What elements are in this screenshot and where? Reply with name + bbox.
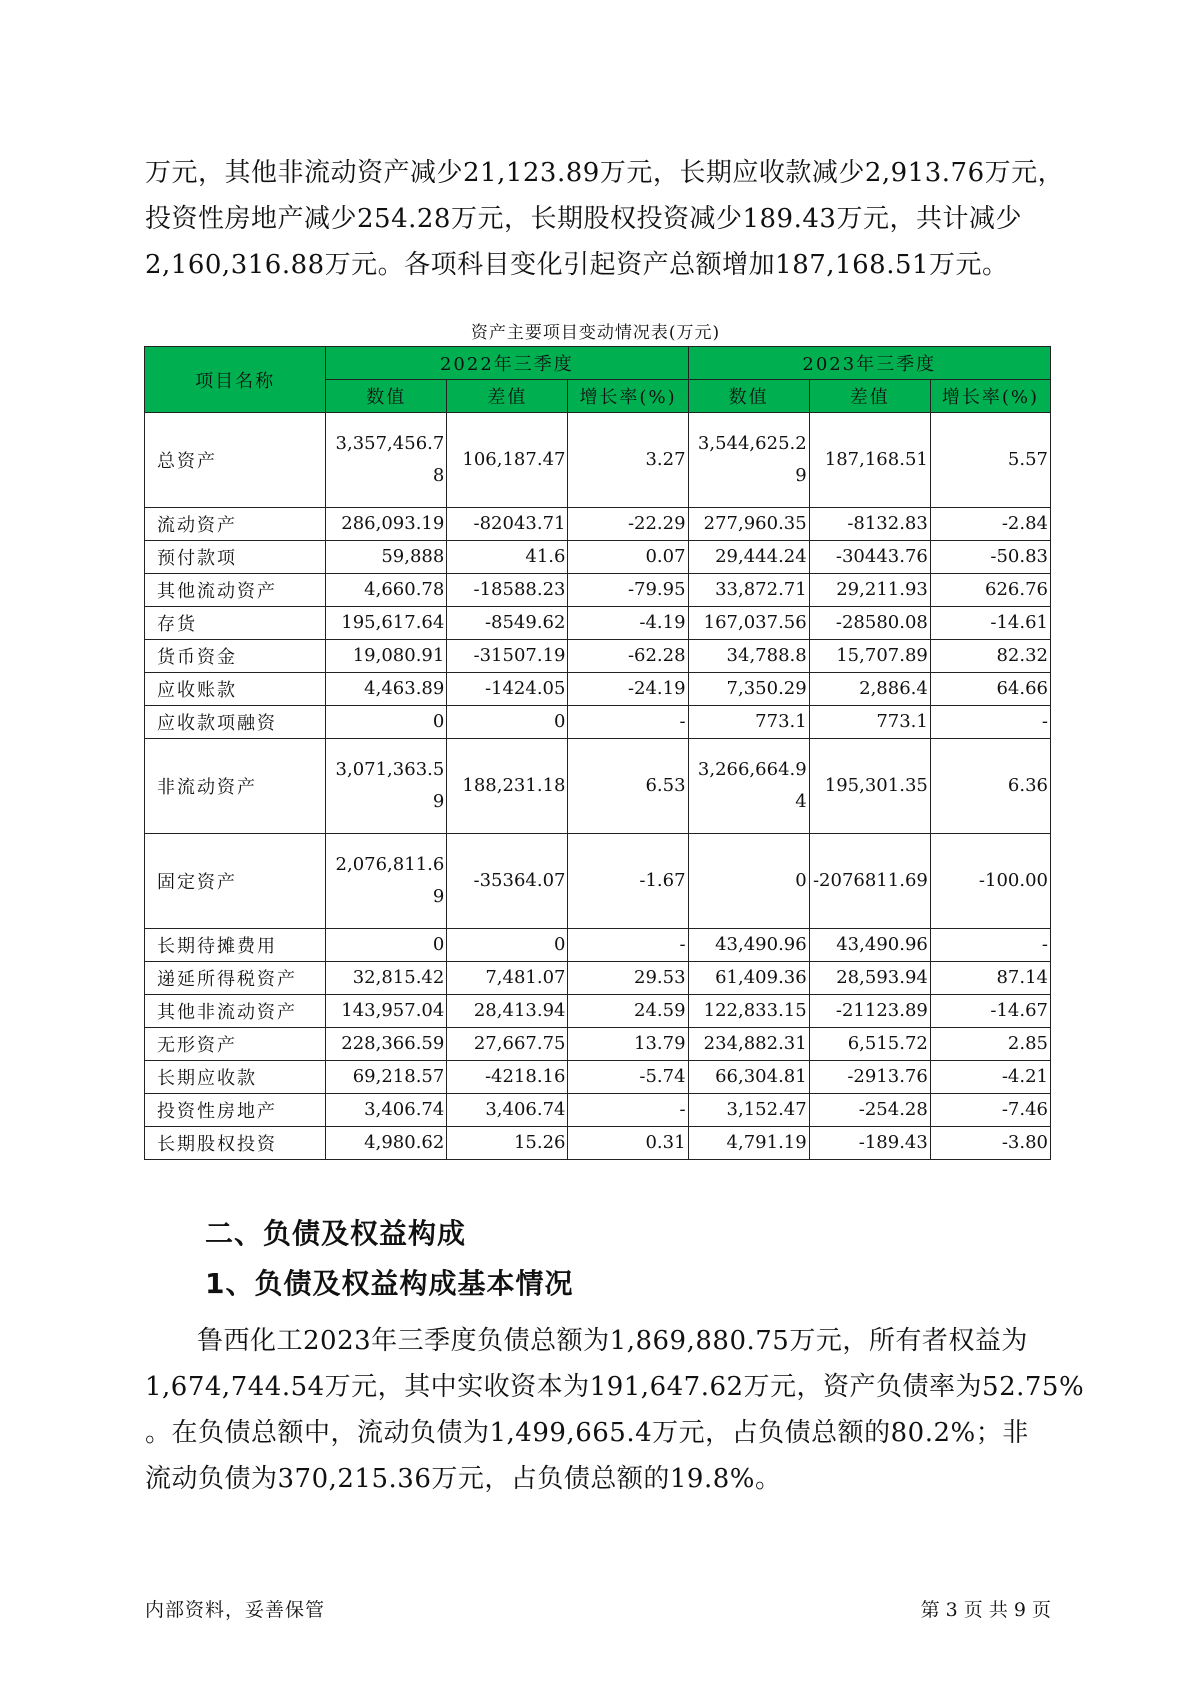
cell-g2023: 87.14 (930, 962, 1050, 995)
table-row (145, 607, 1051, 640)
cell-v2023: 234,882.31 (688, 1028, 809, 1061)
cell-d2023: -30443.76 (809, 541, 930, 574)
cell-g2022: -79.95 (568, 574, 688, 607)
row-item-name: 应收账款 (145, 673, 326, 706)
table-row (145, 995, 1051, 1028)
header-period-2022: 2022年三季度 (326, 347, 688, 380)
cell-g2022: -24.19 (568, 673, 688, 706)
cell-v2022: 195,617.64 (326, 607, 447, 640)
header-item-name: 项目名称 (145, 347, 326, 413)
table-row (145, 1127, 1051, 1160)
cell-g2023: - (930, 706, 1050, 739)
cell-g2023: 82.32 (930, 640, 1050, 673)
cell-v2022: 143,957.04 (326, 995, 447, 1028)
table-row (145, 1061, 1051, 1094)
liability-paragraph (145, 1318, 1085, 1502)
header-period-2023: 2023年三季度 (688, 347, 1050, 380)
cell-g2022: -4.19 (568, 607, 688, 640)
cell-d2023: 2,886.4 (809, 673, 930, 706)
cell-v2022: 2,076,811.69 (326, 834, 447, 929)
cell-v2022: 32,815.42 (326, 962, 447, 995)
cell-v2022: 3,357,456.78 (326, 413, 447, 508)
cell-d2022: 0 (447, 929, 568, 962)
cell-d2022: 7,481.07 (447, 962, 568, 995)
cell-v2022: 228,366.59 (326, 1028, 447, 1061)
cell-g2022: 29.53 (568, 962, 688, 995)
cell-g2023: - (930, 929, 1050, 962)
cell-v2023: 4,791.19 (688, 1127, 809, 1160)
cell-g2022: -22.29 (568, 508, 688, 541)
row-item-name: 预付款项 (145, 541, 326, 574)
cell-d2023: 773.1 (809, 706, 930, 739)
paragraph-line: 投资性房地产减少254.28万元，长期股权投资减少189.43万元，共计减少 (145, 204, 1022, 234)
cell-g2022: -1.67 (568, 834, 688, 929)
table-row (145, 929, 1051, 962)
row-item-name: 流动资产 (145, 508, 326, 541)
cell-g2022: 6.53 (568, 739, 688, 834)
row-item-name: 固定资产 (145, 834, 326, 929)
cell-d2022: -18588.23 (447, 574, 568, 607)
cell-g2022: 24.59 (568, 995, 688, 1028)
row-item-name: 投资性房地产 (145, 1094, 326, 1127)
cell-v2023: 29,444.24 (688, 541, 809, 574)
row-item-name: 应收款项融资 (145, 706, 326, 739)
cell-g2022: - (568, 1094, 688, 1127)
cell-v2022: 0 (326, 929, 447, 962)
cell-d2022: -4218.16 (447, 1061, 568, 1094)
table-row (145, 1028, 1051, 1061)
cell-g2023: 2.85 (930, 1028, 1050, 1061)
cell-d2022: -82043.71 (447, 508, 568, 541)
subsection-heading: 1、负债及权益构成基本情况 (205, 1267, 574, 1300)
cell-d2023: 29,211.93 (809, 574, 930, 607)
cell-v2023: 34,788.8 (688, 640, 809, 673)
cell-d2023: -28580.08 (809, 607, 930, 640)
cell-d2023: -254.28 (809, 1094, 930, 1127)
header-growth-2023: 增长率(%) (930, 380, 1050, 413)
intro-paragraph (145, 150, 1065, 288)
table-row (145, 508, 1051, 541)
table-row (145, 673, 1051, 706)
cell-g2023: 6.36 (930, 739, 1050, 834)
cell-v2023: 167,037.56 (688, 607, 809, 640)
row-item-name: 其他流动资产 (145, 574, 326, 607)
table-row (145, 640, 1051, 673)
cell-d2022: 0 (447, 706, 568, 739)
cell-g2023: -7.46 (930, 1094, 1050, 1127)
cell-d2023: -189.43 (809, 1127, 930, 1160)
cell-d2022: -31507.19 (447, 640, 568, 673)
cell-d2022: 27,667.75 (447, 1028, 568, 1061)
cell-v2023: 3,152.47 (688, 1094, 809, 1127)
table-row (145, 834, 1051, 929)
cell-d2022: 15.26 (447, 1127, 568, 1160)
cell-g2022: 13.79 (568, 1028, 688, 1061)
cell-v2023: 3,544,625.29 (688, 413, 809, 508)
header-diff-2023: 差值 (809, 380, 930, 413)
cell-d2022: -8549.62 (447, 607, 568, 640)
cell-g2023: -14.67 (930, 995, 1050, 1028)
assets-change-table (144, 346, 1051, 1160)
paragraph-line: 流动负债为370,215.36万元，占负债总额的19.8%。 (145, 1464, 782, 1494)
paragraph-line: 1,674,744.54万元，其中实收资本为191,647.62万元，资产负债率为52.75% (145, 1372, 1085, 1402)
cell-v2023: 43,490.96 (688, 929, 809, 962)
footer-confidential-note: 内部资料，妥善保管 (145, 1599, 326, 1621)
row-item-name: 长期应收款 (145, 1061, 326, 1094)
cell-d2022: -35364.07 (447, 834, 568, 929)
row-item-name: 非流动资产 (145, 739, 326, 834)
cell-v2022: 4,463.89 (326, 673, 447, 706)
cell-v2023: 61,409.36 (688, 962, 809, 995)
cell-v2022: 4,980.62 (326, 1127, 447, 1160)
cell-d2023: 187,168.51 (809, 413, 930, 508)
cell-g2022: - (568, 929, 688, 962)
cell-g2023: -14.61 (930, 607, 1050, 640)
cell-d2023: 28,593.94 (809, 962, 930, 995)
cell-v2022: 286,093.19 (326, 508, 447, 541)
cell-d2023: 43,490.96 (809, 929, 930, 962)
row-item-name: 递延所得税资产 (145, 962, 326, 995)
row-item-name: 总资产 (145, 413, 326, 508)
header-diff-2022: 差值 (447, 380, 568, 413)
cell-v2023: 0 (688, 834, 809, 929)
cell-v2022: 4,660.78 (326, 574, 447, 607)
cell-v2022: 19,080.91 (326, 640, 447, 673)
cell-g2022: -62.28 (568, 640, 688, 673)
cell-g2023: -3.80 (930, 1127, 1050, 1160)
cell-g2023: 626.76 (930, 574, 1050, 607)
row-item-name: 存货 (145, 607, 326, 640)
cell-g2023: 64.66 (930, 673, 1050, 706)
cell-v2023: 7,350.29 (688, 673, 809, 706)
cell-d2023: -8132.83 (809, 508, 930, 541)
paragraph-line: 鲁西化工2023年三季度负债总额为1,869,880.75万元，所有者权益为 (197, 1326, 1028, 1356)
cell-v2022: 3,406.74 (326, 1094, 447, 1127)
cell-v2023: 66,304.81 (688, 1061, 809, 1094)
cell-d2023: -2913.76 (809, 1061, 930, 1094)
table-row (145, 962, 1051, 995)
cell-v2022: 0 (326, 706, 447, 739)
paragraph-line: 。在负债总额中，流动负债为1,499,665.4万元，占负债总额的80.2%；非 (145, 1418, 1029, 1448)
row-item-name: 货币资金 (145, 640, 326, 673)
cell-g2023: -4.21 (930, 1061, 1050, 1094)
row-item-name: 长期股权投资 (145, 1127, 326, 1160)
cell-v2023: 122,833.15 (688, 995, 809, 1028)
cell-d2023: -2076811.69 (809, 834, 930, 929)
table-row (145, 574, 1051, 607)
cell-d2022: 28,413.94 (447, 995, 568, 1028)
cell-d2022: 3,406.74 (447, 1094, 568, 1127)
footer-page-number: 第 3 页 共 9 页 (920, 1599, 1051, 1621)
table-caption: 资产主要项目变动情况表(万元) (470, 323, 721, 343)
row-item-name: 无形资产 (145, 1028, 326, 1061)
cell-v2023: 773.1 (688, 706, 809, 739)
cell-d2022: 41.6 (447, 541, 568, 574)
cell-d2023: 6,515.72 (809, 1028, 930, 1061)
cell-v2022: 3,071,363.59 (326, 739, 447, 834)
cell-v2023: 3,266,664.94 (688, 739, 809, 834)
row-item-name: 长期待摊费用 (145, 929, 326, 962)
table-row (145, 413, 1051, 508)
cell-g2023: 5.57 (930, 413, 1050, 508)
table-row (145, 706, 1051, 739)
cell-d2023: 195,301.35 (809, 739, 930, 834)
cell-d2022: 188,231.18 (447, 739, 568, 834)
paragraph-line: 万元，其他非流动资产减少21,123.89万元，长期应收款减少2,913.76万元， (145, 158, 1065, 188)
cell-d2022: 106,187.47 (447, 413, 568, 508)
header-growth-2022: 增长率(%) (568, 380, 688, 413)
header-value-2023: 数值 (688, 380, 809, 413)
paragraph-line: 2,160,316.88万元。各项科目变化引起资产总额增加187,168.51万元。 (145, 250, 1009, 280)
cell-g2022: 0.31 (568, 1127, 688, 1160)
table-row (145, 541, 1051, 574)
cell-d2023: 15,707.89 (809, 640, 930, 673)
cell-d2022: -1424.05 (447, 673, 568, 706)
cell-g2022: -5.74 (568, 1061, 688, 1094)
cell-d2023: -21123.89 (809, 995, 930, 1028)
cell-g2023: -100.00 (930, 834, 1050, 929)
cell-g2022: 3.27 (568, 413, 688, 508)
cell-g2022: 0.07 (568, 541, 688, 574)
cell-g2023: -2.84 (930, 508, 1050, 541)
cell-v2022: 59,888 (326, 541, 447, 574)
cell-v2022: 69,218.57 (326, 1061, 447, 1094)
section-heading: 二、负债及权益构成 (205, 1217, 467, 1250)
cell-v2023: 33,872.71 (688, 574, 809, 607)
header-value-2022: 数值 (326, 380, 447, 413)
row-item-name: 其他非流动资产 (145, 995, 326, 1028)
table-row (145, 1094, 1051, 1127)
cell-v2023: 277,960.35 (688, 508, 809, 541)
table-row (145, 739, 1051, 834)
cell-g2023: -50.83 (930, 541, 1050, 574)
cell-g2022: - (568, 706, 688, 739)
